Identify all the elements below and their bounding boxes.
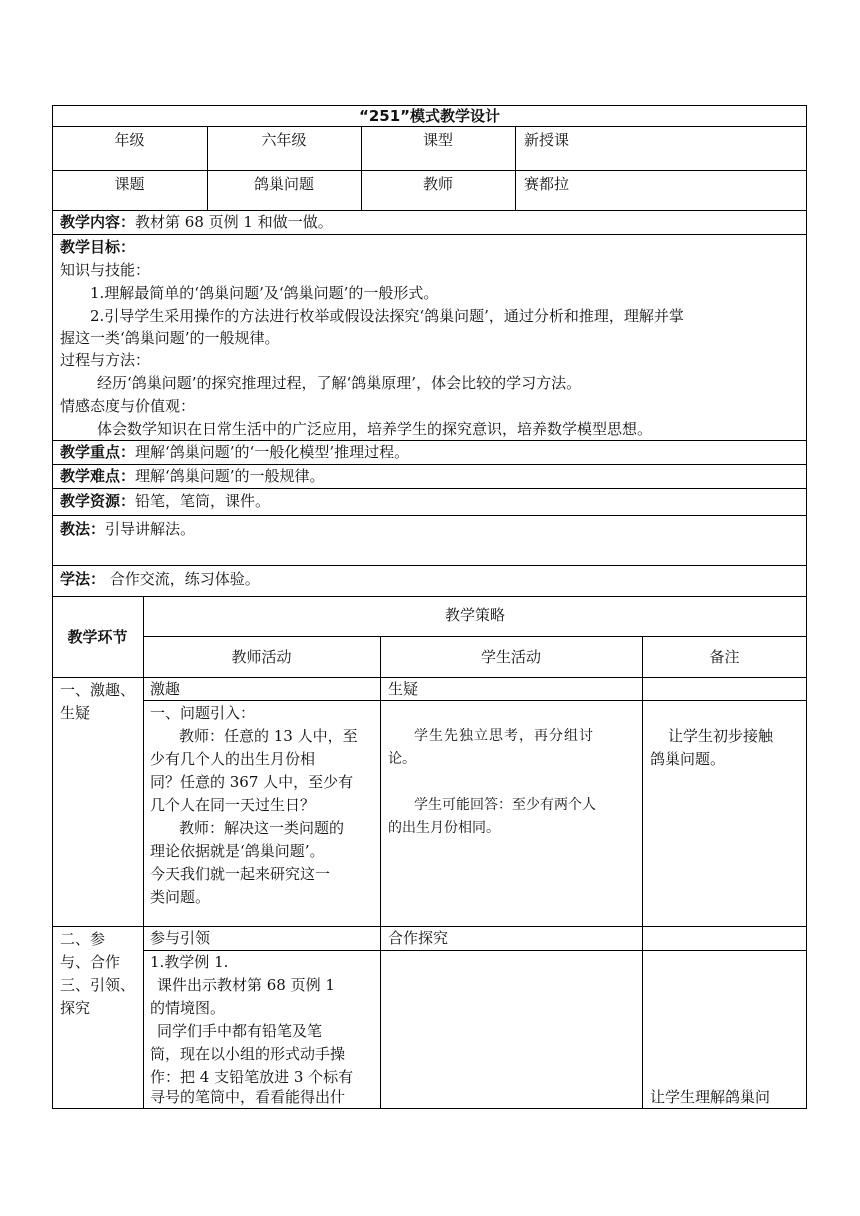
method-text: 引导讲解法。	[105, 520, 196, 538]
difficulty-row	[60, 465, 325, 488]
content-label: 教学内容：	[60, 213, 136, 231]
stage1-name: 生疑	[60, 704, 91, 722]
stage1-student-line: 论。	[388, 751, 416, 767]
stage-header: 教学环节	[67, 628, 128, 646]
stage1-teacher-line: 今天我们就一起来研究这一	[150, 865, 331, 883]
type-value: 新授课	[524, 131, 570, 149]
stage1-name: 一、激趣、	[60, 681, 136, 699]
type-label: 课型	[422, 131, 453, 149]
stage1-student-sub: 生疑	[388, 680, 419, 698]
stage1-student-line: 学生可能回答：至少有两个人	[414, 797, 596, 813]
goals-attitude-heading: 情感态度与价值观：	[60, 397, 196, 415]
key-row	[60, 441, 409, 464]
stage2-student-sub: 合作探究	[388, 929, 449, 947]
page-title: “251”模式教学设计	[358, 107, 501, 125]
topic-value: 鸽巢问题	[253, 175, 314, 193]
stage2-note-line: 让学生理解鸽巢问	[650, 1088, 771, 1106]
note-header: 备注	[709, 648, 740, 666]
resources-row	[60, 490, 270, 513]
stage2-teacher-line: 作：把 4 支铅笔放进 3 个标有	[150, 1068, 354, 1086]
stage1-teacher-sub: 激趣	[150, 680, 181, 698]
goals-line: 握这一类‘鸽巢问题’的一般规律。	[60, 329, 280, 347]
goals-line: 体会数学知识在日常生活中的广泛应用，培养学生的探究意识，培养数学模型思想。	[97, 420, 653, 438]
content-text: 教材第 68 页例 1 和做一做。	[135, 213, 333, 231]
method-row	[60, 518, 195, 541]
teacher-activity-header: 教师活动	[231, 648, 292, 666]
teacher-label: 教师	[422, 175, 453, 193]
stage2-teacher-sub: 参与引领	[150, 929, 211, 947]
stage1-teacher-line: 少有几个人的出生月份相	[150, 750, 316, 768]
stage1-teacher-line: 类问题。	[150, 888, 211, 906]
method-label: 教法：	[60, 520, 106, 538]
stage2-name: 三、引领、	[60, 976, 136, 994]
content-row	[60, 211, 333, 234]
study-row	[60, 568, 260, 591]
goals-label: 教学目标：	[60, 238, 136, 256]
resources-label: 教学资源：	[60, 492, 136, 510]
stage2-teacher-line: 的情境图。	[150, 999, 226, 1017]
stage1-student-line: 的出生月份相同。	[388, 820, 500, 836]
teacher-value: 赛都拉	[524, 175, 570, 193]
stage1-student-line: 学生先独立思考，再分组讨	[414, 728, 594, 744]
goals-line: 经历‘鸽巢问题’的探究推理过程，了解‘鸽巢原理’，体会比较的学习方法。	[97, 374, 582, 392]
stage1-teacher-line: 理论依据就是‘鸽巢问题’。	[150, 842, 325, 860]
stage2-name: 二、参	[60, 930, 106, 948]
difficulty-label: 教学难点：	[60, 467, 136, 485]
goals-process-heading: 过程与方法：	[60, 351, 151, 369]
stage1-teacher-line: 一、问题引入：	[150, 704, 256, 722]
topic-label: 课题	[114, 175, 145, 193]
stage1-teacher-line: 几个人在同一天过生日？	[150, 796, 316, 814]
stage1-teacher-line: 教师：解决这一类问题的	[179, 819, 345, 837]
stage2-name: 探究	[60, 999, 91, 1017]
grade-label: 年级	[114, 131, 145, 149]
study-label: 学法：	[60, 570, 106, 588]
goals-line: 2.引导学生采用操作的方法进行枚举或假设法探究‘鸽巢问题’，通过分析和推理，理解并掌	[90, 307, 684, 325]
stage2-teacher-line: 1.教学例 1.	[150, 953, 229, 971]
grade-value: 六年级	[261, 131, 307, 149]
stage1-note-line: 鸽巢问题。	[650, 750, 726, 768]
goals-knowledge-heading: 知识与技能：	[60, 261, 151, 279]
student-activity-header: 学生活动	[480, 648, 541, 666]
stage2-name: 与、合作	[60, 953, 121, 971]
stage1-teacher-line: 教师：任意的 13 人中，至	[179, 727, 358, 745]
stage1-note-line: 让学生初步接触	[668, 727, 774, 745]
stage1-teacher-line: 同？任意的 367 人中，至少有	[150, 773, 354, 791]
goals-line: 1.理解最简单的‘鸽巢问题’及‘鸽巢问题’的一般形式。	[90, 284, 439, 302]
stage2-teacher-line: 课件出示教材第 68 页例 1	[157, 976, 335, 994]
study-text: 合作交流，练习体验。	[105, 570, 260, 588]
stage2-teacher-line: 筒，现在以小组的形式动手操	[150, 1045, 346, 1063]
difficulty-text: 理解‘鸽巢问题’的一般规律。	[135, 467, 325, 485]
resources-text: 铅笔，笔筒，课件。	[135, 492, 271, 510]
key-text: 理解‘鸽巢问题’的‘一般化模型’推理过程。	[135, 443, 410, 461]
stage2-teacher-line: 同学们手中都有铅笔及笔	[157, 1022, 323, 1040]
strategy-header: 教学策略	[444, 606, 505, 624]
stage2-teacher-line: 寻号的笔筒中，看看能得出什	[150, 1088, 346, 1106]
key-label: 教学重点：	[60, 443, 136, 461]
